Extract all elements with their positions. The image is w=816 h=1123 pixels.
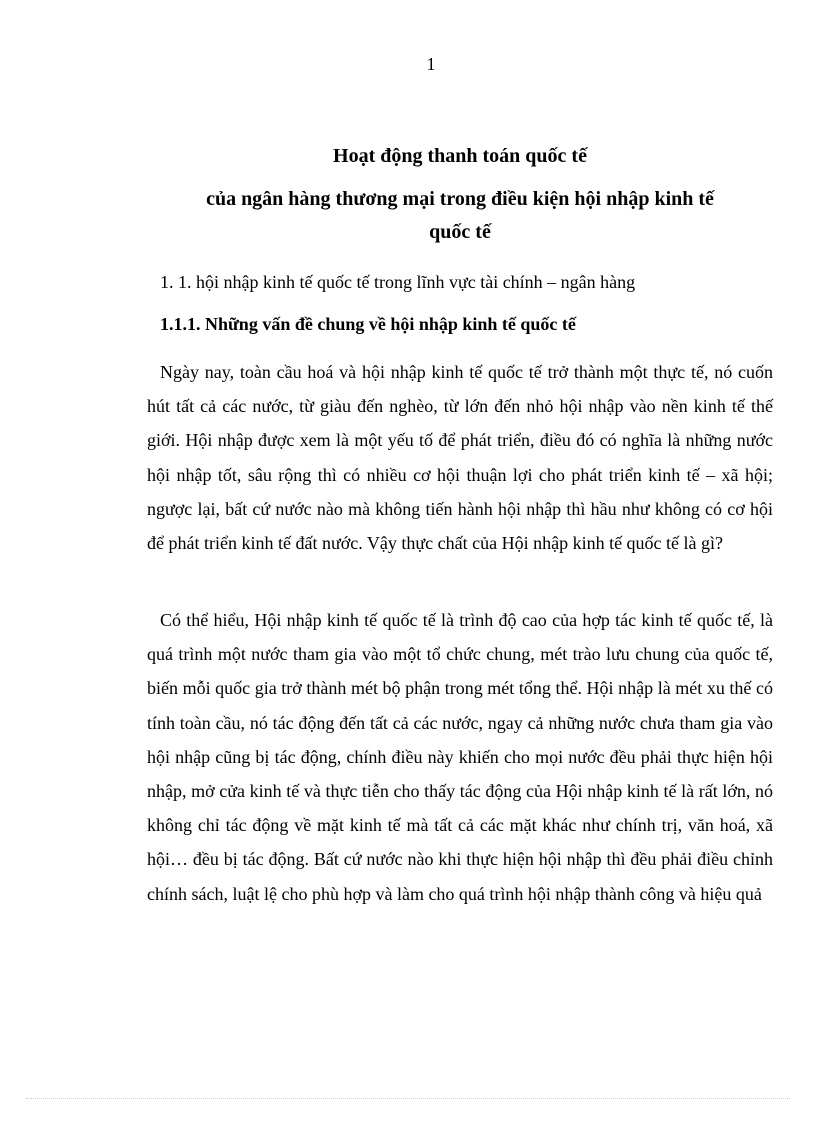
page-number: 1: [426, 54, 436, 74]
document-title-line-3: quốc tế: [429, 221, 491, 243]
section-heading-1-1: 1. 1. hội nhập kinh tế quốc tế trong lĩnh vực tài chính – ngân hàng: [160, 272, 636, 292]
document-title: [150, 183, 770, 249]
body-paragraph-2: Có thể hiểu, Hội nhập kinh tế quốc tế là trình độ cao của hợp tác kinh tế quốc tế, là quá trình một nước tham gia vào một tổ chức chung, mét trào lưu chung của quốc tế, biến mỗi quốc gia trở thành mét bộ phận trong mét tổng thể. Hội nhập là mét xu thế có tính toàn cầu, nó tác động đến tất cả các nước, ngay cả những nước chưa tham gia vào hội nhập cũng bị tác động, chính điều này khiến cho mọi nước đều phải thực hiện hội nhập, mở cửa kinh tế và thực tiễn cho thấy tác động của Hội nhập kinh tế là rất lớn, nó không chỉ tác động về mặt kinh tế mà tất cả các mặt khác như chính trị, văn hoá, xã hội… đều bị tác động. Bất cứ nước nào khi thực hiện hội nhập thì đều phải điều chỉnh chính sách, luật lệ cho phù hợp và làm cho quá trình hội nhập thành công và hiệu quả: [147, 610, 773, 904]
document-title-line-2: của ngân hàng thương mại trong điều kiện hội nhập kinh tế: [206, 188, 714, 210]
document-title-line-1: Hoạt động thanh toán quốc tế: [333, 145, 587, 167]
section-heading-1-1-1: 1.1.1. Những vấn đề chung về hội nhập kinh tế quốc tế: [160, 314, 576, 334]
body-paragraph-1: Ngày nay, toàn cầu hoá và hội nhập kinh tế quốc tế trở thành một thực tế, nó cuốn hút tất cả các nước, từ giàu đến nghèo, từ lớn đến nhỏ hội nhập vào nền kinh tế thế giới. Hội nhập được xem là một yếu tố để phát triển, điều đó có nghĩa là những nước hội nhập tốt, sâu rộng thì có nhiều cơ hội thuận lợi cho phát triển kinh tế – xã hội; ngược lại, bất cứ nước nào mà không tiến hành hội nhập thì hầu như không có cơ hội để phát triển kinh tế đất nước. Vậy thực chất của Hội nhập kinh tế quốc tế là gì?: [147, 362, 773, 554]
footer-divider: [26, 1098, 790, 1099]
